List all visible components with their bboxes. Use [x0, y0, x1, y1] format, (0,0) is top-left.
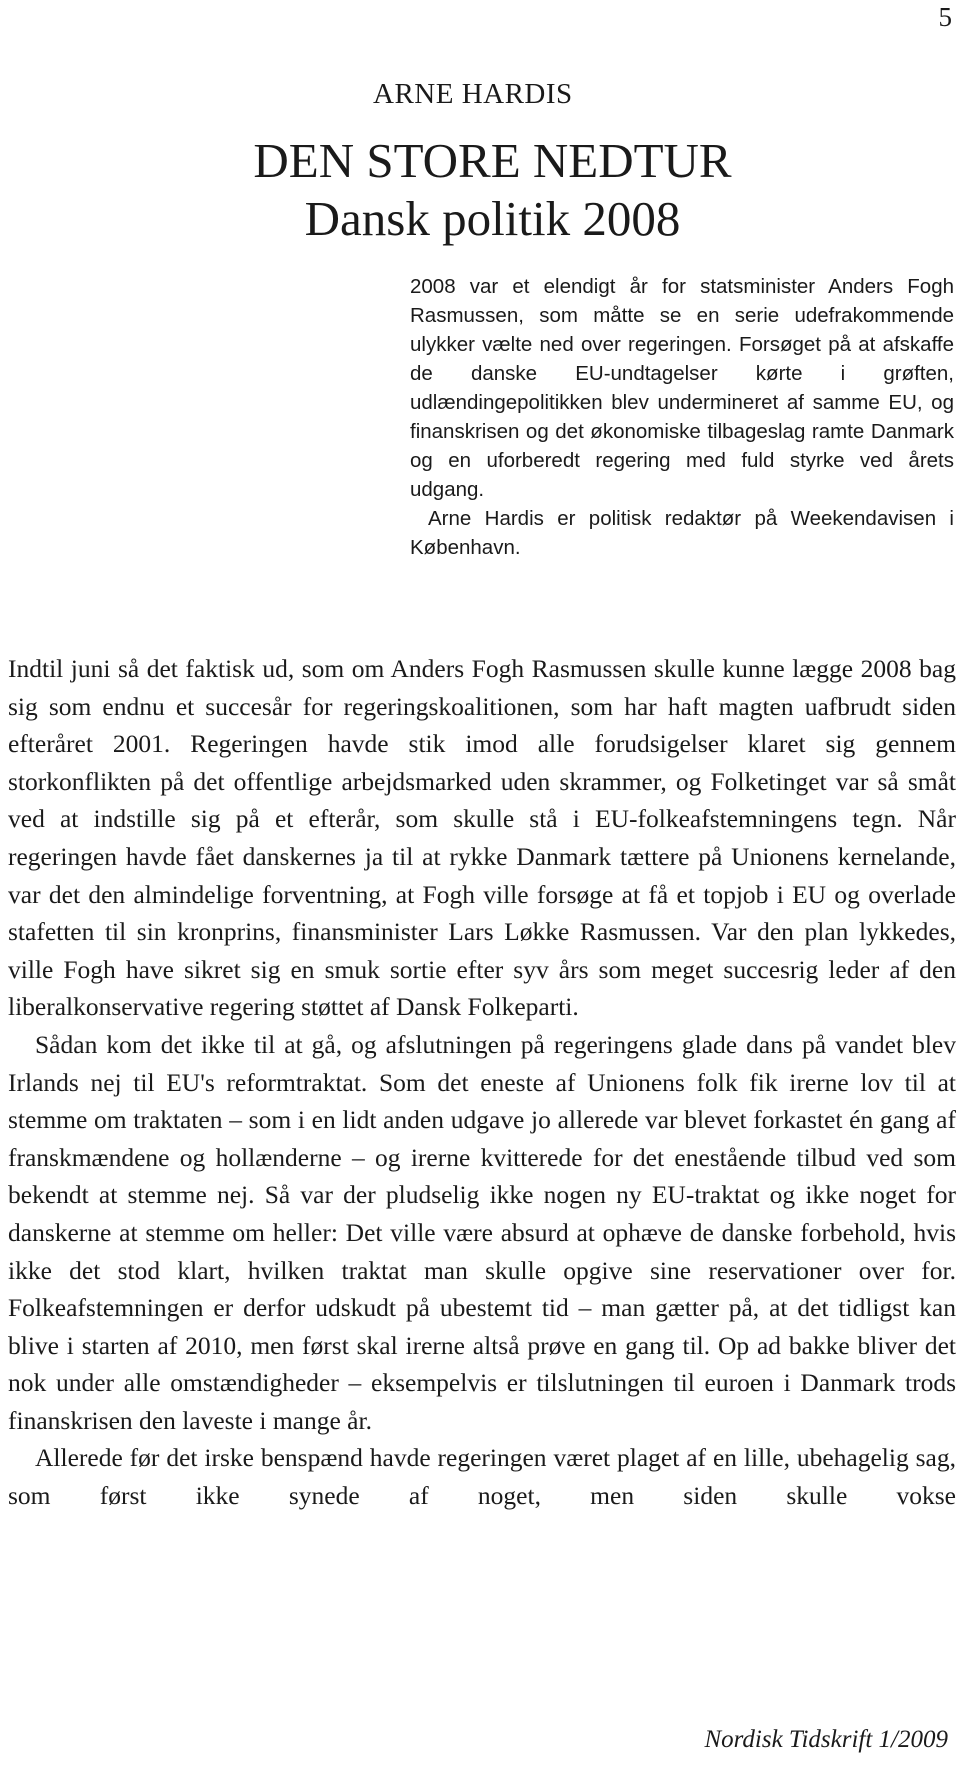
page-number: 5: [938, 2, 952, 32]
abstract-paragraph: 2008 var et elendigt år for statsminister Anders Fogh Rasmussen, som måtte se en serie udefrakommende ulykker vælte ned over regeringen. Forsøget på at afskaffe de danske EU-undtagelser kørte i grøften, udlændingepolitikken blev undermineret af samme EU, og finanskrisen og det økonomiske tilbageslag ramte Danmark og en uforberedt regering med fuld styrke ved årets udgang.: [410, 275, 954, 501]
body-paragraph: Allerede før det irske benspænd havde regeringen været plaget af en lille, ubehagelig sag, som først ikke synede af noget, men siden skulle vokse: [8, 1443, 956, 1511]
title-subtitle: Dansk politik 2008: [304, 191, 681, 246]
abstract: [410, 272, 954, 562]
article-title: [225, 132, 760, 248]
title-main: DEN STORE NEDTUR: [253, 133, 732, 188]
journal-footer: Nordisk Tidskrift 1/2009: [704, 1726, 948, 1753]
author-name: ARNE HARDIS: [373, 78, 573, 110]
article-body: [8, 650, 956, 1515]
body-paragraph: Indtil juni så det faktisk ud, som om Anders Fogh Rasmussen skulle kunne lægge 2008 bag sig som endnu et succesår for regeringskoalitionen, som har haft magten uafbrudt siden efteråret 2001. Regeringen havde stik imod alle forudsigelser klaret sig gennem storkonflikten på det offentlige arbejdsmarked uden skrammer, og Folketinget var så småt ved at indstille sig på et efterår, som skulle stå i EU-folkeafstemningens tegn. Når regeringen havde fået danskernes ja til at rykke Danmark tættere på Unionens kernelande, var det den almindelige forventning, at Fogh ville forsøge at få et topjob i EU og overlade stafetten til sin kronprins, finansminister Lars Løkke Rasmussen. Var den plan lykkedes, ville Fogh have sikret sig en smuk sortie efter syv års som meget succesrig leder af den liberalkonservative regering støttet af Dansk Folkeparti.: [8, 654, 956, 1022]
body-paragraph: Sådan kom det ikke til at gå, og afslutningen på regeringens glade dans på vandet blev Irlands nej til EU's reformtraktat. Som det eneste af Unionens folk fik irerne lov til at stemme om traktaten – som i en lidt anden udgave jo allerede var blevet forkastet én gang af franskmændene og hollænderne – og irerne kvitterede for det enestående tilbud ved som bekendt at stemme nej. Så var der pludselig ikke nogen ny EU-traktat og ikke noget for danskerne at stemme om heller: Det ville være absurd at ophæve de danske forbehold, hvis ikke det stod klart, hvilken traktat man skulle opgive sine reservationer over for. Folkeafstemningen er derfor udskudt på ubestemt tid – man gætter på, at det tidligst kan blive i starten af 2010, men først skal irerne altså prøve en gang til. Op ad bakke bliver det nok under alle omstændigheder – eksempelvis er tilslutningen til euroen i Danmark trods finanskrisen den laveste i mange år.: [8, 1029, 956, 1435]
author-bio: Arne Hardis er politisk redaktør på Weekendavisen i København.: [410, 507, 954, 559]
